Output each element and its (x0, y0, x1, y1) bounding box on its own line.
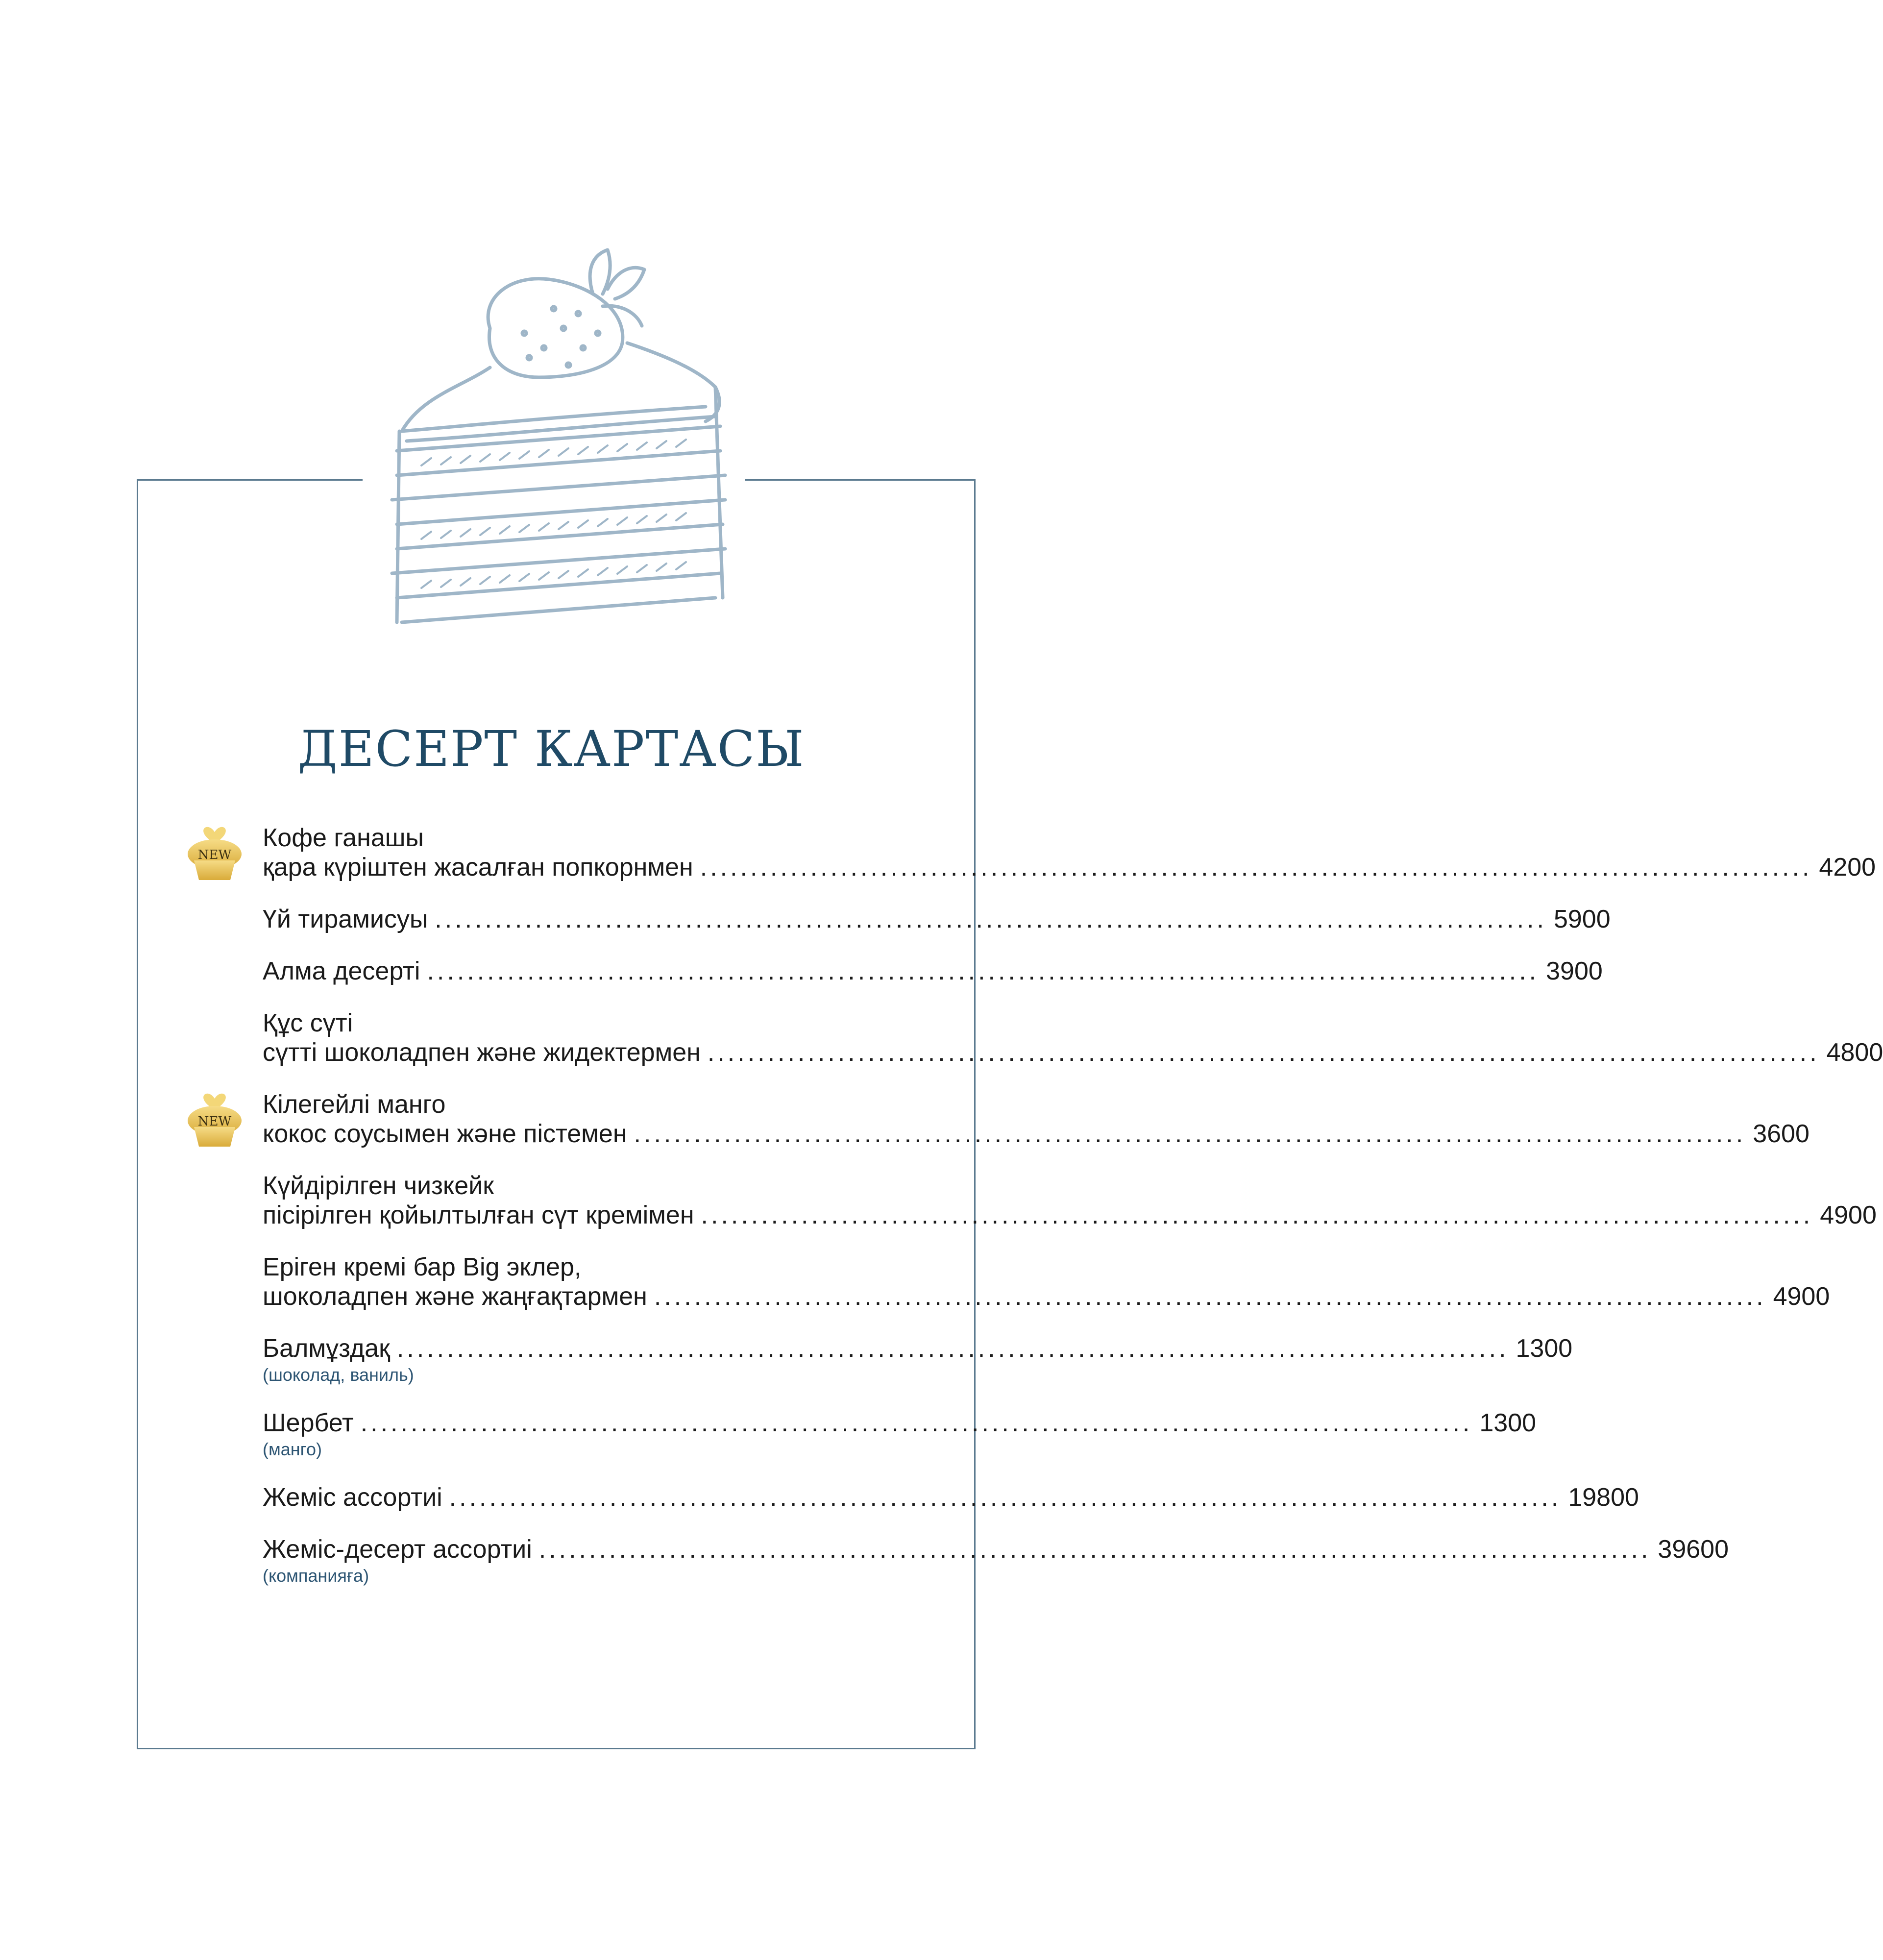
item-name: Еріген кремі бар Big эклер, (263, 1253, 582, 1281)
item-name: Кілегейлі манго (263, 1090, 446, 1119)
item-price: 4200 (1819, 853, 1876, 882)
new-badge-label: NEW (197, 848, 232, 862)
item-price: 4800 (1826, 1038, 1883, 1067)
item-price: 5900 (1553, 905, 1611, 933)
menu-item (263, 1008, 1883, 1067)
dot-leader: ............................................................................................................... (427, 957, 1540, 985)
item-price: 39600 (1658, 1535, 1729, 1564)
dot-leader: ............................................................................................................... (396, 1334, 1509, 1363)
cupcake-icon (185, 817, 244, 886)
item-price: 3600 (1753, 1120, 1810, 1148)
menu-item (263, 1483, 1639, 1512)
cake-slice-illustration-icon (363, 220, 745, 637)
item-name: Балмұздақ (263, 1334, 390, 1363)
item-description: сүтті шоколадпен және жидектермен (263, 1038, 701, 1067)
item-price: 19800 (1568, 1483, 1639, 1512)
item-description: шоколадпен және жаңғақтармен (263, 1282, 647, 1311)
menu-item (263, 1334, 1573, 1386)
page-title: ДЕСЕРТ КАРТАСЫ (297, 720, 805, 778)
item-price: 4900 (1773, 1282, 1830, 1311)
item-name: Үй тирамисуы (263, 905, 428, 933)
item-name: Кофе ганашы (263, 824, 424, 852)
item-name: Жеміс ассортиі (263, 1483, 442, 1512)
dot-leader: ............................................................................................................... (654, 1282, 1766, 1311)
dot-leader: ............................................................................................................... (538, 1535, 1651, 1564)
dot-leader: ............................................................................................................... (449, 1483, 1562, 1512)
item-description: қара күріштен жасалған попкорнмен (263, 853, 693, 882)
menu-item (197, 1090, 1810, 1149)
item-name: Шербет (263, 1409, 354, 1437)
item-name: Құс сүті (263, 1009, 353, 1037)
item-note: (манго) (263, 1439, 322, 1459)
item-note: (шоколад, ваниль) (263, 1365, 414, 1385)
item-name: Күйдірілген чизкейк (263, 1172, 494, 1200)
menu-item (263, 1252, 1830, 1311)
menu-item (263, 905, 1611, 934)
item-name: Алма десерті (263, 957, 420, 985)
menu-list (197, 823, 1883, 1609)
menu-item (263, 1171, 1877, 1230)
dot-leader: ............................................................................................................... (707, 1038, 1820, 1067)
menu-item (263, 1535, 1729, 1587)
dot-leader: ............................................................................................................... (701, 1201, 1813, 1229)
item-price: 3900 (1546, 957, 1603, 985)
item-note: (компанияға) (263, 1566, 369, 1586)
item-name: Жеміс-десерт ассортиі (263, 1535, 532, 1564)
menu-item (263, 956, 1603, 986)
item-description: пісірілген қойылтылған сүт кремімен (263, 1201, 694, 1229)
new-badge-label: NEW (197, 1114, 232, 1129)
cupcake-icon (185, 1084, 244, 1152)
item-description: кокос соусымен және пістемен (263, 1120, 627, 1148)
item-price: 1300 (1479, 1409, 1537, 1437)
item-price: 4900 (1820, 1201, 1877, 1229)
item-price: 1300 (1516, 1334, 1573, 1363)
menu-item (263, 1408, 1537, 1460)
dot-leader: ............................................................................................................... (360, 1409, 1473, 1437)
dot-leader: ............................................................................................................... (435, 905, 1547, 933)
dot-leader: ............................................................................................................... (634, 1120, 1746, 1148)
menu-item (197, 823, 1876, 882)
dot-leader: ............................................................................................................... (700, 853, 1812, 882)
